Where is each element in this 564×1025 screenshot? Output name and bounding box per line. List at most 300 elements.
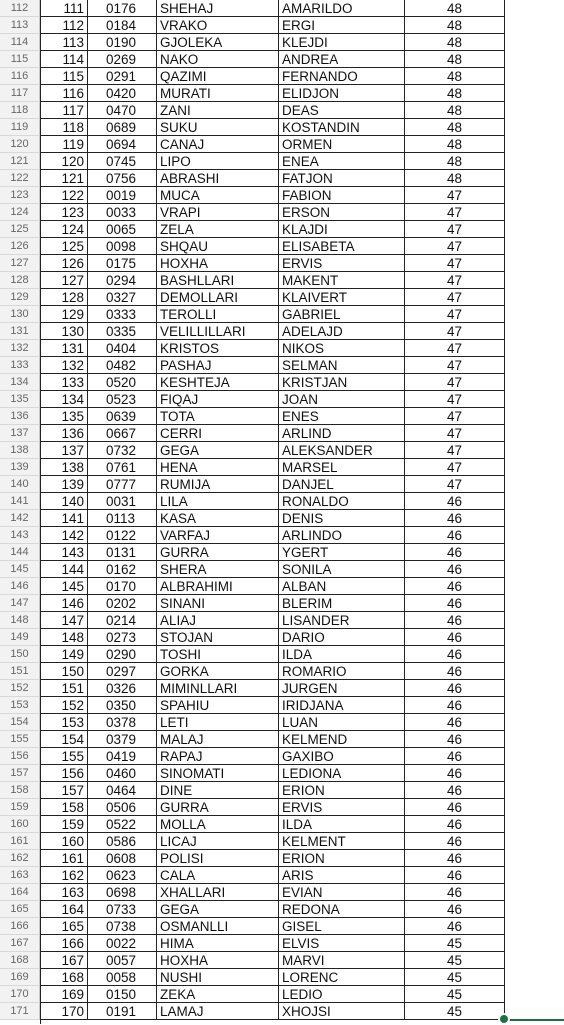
cell-surname[interactable]: SHEHAJ	[157, 0, 279, 17]
cell-surname[interactable]: LETI	[157, 714, 279, 731]
cell-firstname[interactable]: ORMEN	[279, 136, 405, 153]
cell-score[interactable]: 47	[405, 357, 505, 374]
row-header[interactable]: 133	[0, 357, 40, 374]
cell-id[interactable]: 0033	[88, 204, 157, 221]
cell-rank[interactable]: 152	[40, 697, 88, 714]
cell-rank[interactable]: 116	[40, 85, 88, 102]
cell-surname[interactable]: SUKU	[157, 119, 279, 136]
cell-rank[interactable]: 113	[40, 34, 88, 51]
cell-rank[interactable]: 156	[40, 765, 88, 782]
cell-firstname[interactable]: LEDIONA	[279, 765, 405, 782]
cell-rank[interactable]: 120	[40, 153, 88, 170]
cell-score[interactable]: 46	[405, 884, 505, 901]
cell-surname[interactable]: NUSHI	[157, 969, 279, 986]
cell-firstname[interactable]: ILDA	[279, 646, 405, 663]
row-header[interactable]: 156	[0, 748, 40, 765]
cell-score[interactable]: 45	[405, 952, 505, 969]
cell-id[interactable]: 0756	[88, 170, 157, 187]
cell-rank[interactable]: 135	[40, 408, 88, 425]
cell-firstname[interactable]: MARSEL	[279, 459, 405, 476]
row-header[interactable]: 113	[0, 17, 40, 34]
cell-surname[interactable]: ALBRAHIMI	[157, 578, 279, 595]
row-header[interactable]: 115	[0, 51, 40, 68]
cell-firstname[interactable]: ERGI	[279, 17, 405, 34]
cell-surname[interactable]: BASHLLARI	[157, 272, 279, 289]
cell-score[interactable]: 46	[405, 731, 505, 748]
cell-score[interactable]: 47	[405, 221, 505, 238]
cell-firstname[interactable]: LISANDER	[279, 612, 405, 629]
cell-surname[interactable]: GJOLEKA	[157, 34, 279, 51]
cell-surname[interactable]: KESHTEJA	[157, 374, 279, 391]
cell-rank[interactable]: 150	[40, 663, 88, 680]
cell-score[interactable]: 46	[405, 850, 505, 867]
row-header[interactable]: 167	[0, 935, 40, 952]
cell-firstname[interactable]: KELMEND	[279, 731, 405, 748]
cell-score[interactable]: 46	[405, 561, 505, 578]
cell-rank[interactable]: 118	[40, 119, 88, 136]
cell-id[interactable]: 0733	[88, 901, 157, 918]
cell-score[interactable]: 47	[405, 238, 505, 255]
cell-firstname[interactable]: ERVIS	[279, 799, 405, 816]
cell-rank[interactable]: 143	[40, 544, 88, 561]
cell-firstname[interactable]: LUAN	[279, 714, 405, 731]
cell-id[interactable]: 0350	[88, 697, 157, 714]
cell-surname[interactable]: FIQAJ	[157, 391, 279, 408]
cell-surname[interactable]: MURATI	[157, 85, 279, 102]
cell-surname[interactable]: TEROLLI	[157, 306, 279, 323]
cell-id[interactable]: 0057	[88, 952, 157, 969]
row-header[interactable]: 170	[0, 986, 40, 1003]
cell-id[interactable]: 0379	[88, 731, 157, 748]
cell-firstname[interactable]: KOSTANDIN	[279, 119, 405, 136]
cell-surname[interactable]: SINANI	[157, 595, 279, 612]
cell-id[interactable]: 0098	[88, 238, 157, 255]
cell-rank[interactable]: 130	[40, 323, 88, 340]
cell-surname[interactable]: HENA	[157, 459, 279, 476]
cell-id[interactable]: 0608	[88, 850, 157, 867]
cell-id[interactable]: 0523	[88, 391, 157, 408]
cell-score[interactable]: 46	[405, 527, 505, 544]
cell-surname[interactable]: ALIAJ	[157, 612, 279, 629]
cell-id[interactable]: 0639	[88, 408, 157, 425]
cell-rank[interactable]: 121	[40, 170, 88, 187]
row-header[interactable]: 128	[0, 272, 40, 289]
cell-score[interactable]: 46	[405, 816, 505, 833]
cell-rank[interactable]: 124	[40, 221, 88, 238]
cell-score[interactable]: 48	[405, 136, 505, 153]
cell-firstname[interactable]: SONILA	[279, 561, 405, 578]
cell-id[interactable]: 0698	[88, 884, 157, 901]
cell-score[interactable]: 47	[405, 425, 505, 442]
cell-id[interactable]: 0464	[88, 782, 157, 799]
cell-firstname[interactable]: EVIAN	[279, 884, 405, 901]
row-header[interactable]: 162	[0, 850, 40, 867]
cell-rank[interactable]: 144	[40, 561, 88, 578]
row-header[interactable]: 112	[0, 0, 40, 17]
row-header[interactable]: 123	[0, 187, 40, 204]
cell-id[interactable]: 0506	[88, 799, 157, 816]
cell-id[interactable]: 0623	[88, 867, 157, 884]
cell-score[interactable]: 48	[405, 34, 505, 51]
cell-surname[interactable]: ZELA	[157, 221, 279, 238]
row-header[interactable]: 165	[0, 901, 40, 918]
cell-surname[interactable]: LILA	[157, 493, 279, 510]
cell-rank[interactable]: 155	[40, 748, 88, 765]
cell-firstname[interactable]: DANJEL	[279, 476, 405, 493]
cell-score[interactable]: 46	[405, 765, 505, 782]
cell-score[interactable]: 48	[405, 153, 505, 170]
cell-surname[interactable]: CANAJ	[157, 136, 279, 153]
cell-surname[interactable]: ZEKA	[157, 986, 279, 1003]
cell-surname[interactable]: TOTA	[157, 408, 279, 425]
cell-rank[interactable]: 137	[40, 442, 88, 459]
cell-firstname[interactable]: ARLIND	[279, 425, 405, 442]
cell-id[interactable]: 0184	[88, 17, 157, 34]
row-header[interactable]: 144	[0, 544, 40, 561]
cell-firstname[interactable]: KLAJDI	[279, 221, 405, 238]
row-header[interactable]: 150	[0, 646, 40, 663]
cell-surname[interactable]: LAMAJ	[157, 1003, 279, 1020]
row-header[interactable]: 122	[0, 170, 40, 187]
cell-firstname[interactable]: SELMAN	[279, 357, 405, 374]
cell-score[interactable]: 48	[405, 170, 505, 187]
row-header[interactable]: 153	[0, 697, 40, 714]
cell-firstname[interactable]: FATJON	[279, 170, 405, 187]
cell-firstname[interactable]: AMARILDO	[279, 0, 405, 17]
cell-id[interactable]: 0522	[88, 816, 157, 833]
cell-id[interactable]: 0175	[88, 255, 157, 272]
row-header[interactable]: 158	[0, 782, 40, 799]
row-header[interactable]: 146	[0, 578, 40, 595]
cell-rank[interactable]: 131	[40, 340, 88, 357]
cell-id[interactable]: 0378	[88, 714, 157, 731]
cell-score[interactable]: 47	[405, 272, 505, 289]
cell-rank[interactable]: 136	[40, 425, 88, 442]
row-header[interactable]: 157	[0, 765, 40, 782]
row-header[interactable]: 145	[0, 561, 40, 578]
cell-surname[interactable]: RAPAJ	[157, 748, 279, 765]
cell-surname[interactable]: LICAJ	[157, 833, 279, 850]
row-header[interactable]: 148	[0, 612, 40, 629]
cell-id[interactable]: 0689	[88, 119, 157, 136]
cell-surname[interactable]: OSMANLLI	[157, 918, 279, 935]
cell-id[interactable]: 0326	[88, 680, 157, 697]
cell-firstname[interactable]: FERNANDO	[279, 68, 405, 85]
cell-id[interactable]: 0777	[88, 476, 157, 493]
cell-rank[interactable]: 153	[40, 714, 88, 731]
cell-id[interactable]: 0420	[88, 85, 157, 102]
cell-surname[interactable]: MALAJ	[157, 731, 279, 748]
cell-firstname[interactable]: YGERT	[279, 544, 405, 561]
cell-id[interactable]: 0122	[88, 527, 157, 544]
cell-id[interactable]: 0214	[88, 612, 157, 629]
cell-surname[interactable]: MOLLA	[157, 816, 279, 833]
row-header[interactable]: 134	[0, 374, 40, 391]
cell-id[interactable]: 0191	[88, 1003, 157, 1020]
cell-rank[interactable]: 132	[40, 357, 88, 374]
cell-rank[interactable]: 165	[40, 918, 88, 935]
cell-id[interactable]: 0269	[88, 51, 157, 68]
cell-surname[interactable]: GORKA	[157, 663, 279, 680]
cell-score[interactable]: 46	[405, 901, 505, 918]
cell-firstname[interactable]: ADELAJD	[279, 323, 405, 340]
cell-score[interactable]: 46	[405, 782, 505, 799]
cell-surname[interactable]: STOJAN	[157, 629, 279, 646]
cell-score[interactable]: 46	[405, 595, 505, 612]
cell-id[interactable]: 0404	[88, 340, 157, 357]
cell-surname[interactable]: VARFAJ	[157, 527, 279, 544]
cell-score[interactable]: 47	[405, 476, 505, 493]
cell-rank[interactable]: 159	[40, 816, 88, 833]
cell-surname[interactable]: KASA	[157, 510, 279, 527]
cell-firstname[interactable]: GABRIEL	[279, 306, 405, 323]
row-header[interactable]: 130	[0, 306, 40, 323]
row-header[interactable]: 159	[0, 799, 40, 816]
cell-id[interactable]: 0761	[88, 459, 157, 476]
cell-firstname[interactable]: ALBAN	[279, 578, 405, 595]
row-header[interactable]: 168	[0, 952, 40, 969]
cell-firstname[interactable]: ROMARIO	[279, 663, 405, 680]
cell-surname[interactable]: MUCA	[157, 187, 279, 204]
cell-firstname[interactable]: GAXIBO	[279, 748, 405, 765]
cell-surname[interactable]: SPAHIU	[157, 697, 279, 714]
row-header[interactable]: 125	[0, 221, 40, 238]
cell-rank[interactable]: 129	[40, 306, 88, 323]
cell-surname[interactable]: KRISTOS	[157, 340, 279, 357]
cell-score[interactable]: 46	[405, 680, 505, 697]
row-header[interactable]: 166	[0, 918, 40, 935]
row-header[interactable]: 154	[0, 714, 40, 731]
row-header[interactable]: 120	[0, 136, 40, 153]
cell-id[interactable]: 0202	[88, 595, 157, 612]
cell-score[interactable]: 47	[405, 187, 505, 204]
row-header[interactable]: 152	[0, 680, 40, 697]
cell-surname[interactable]: GEGA	[157, 442, 279, 459]
cell-rank[interactable]: 160	[40, 833, 88, 850]
cell-rank[interactable]: 161	[40, 850, 88, 867]
cell-id[interactable]: 0297	[88, 663, 157, 680]
cell-rank[interactable]: 167	[40, 952, 88, 969]
row-header[interactable]: 139	[0, 459, 40, 476]
cell-rank[interactable]: 111	[40, 0, 88, 17]
cell-score[interactable]: 48	[405, 68, 505, 85]
cell-id[interactable]: 0162	[88, 561, 157, 578]
cell-firstname[interactable]: REDONA	[279, 901, 405, 918]
row-header[interactable]: 140	[0, 476, 40, 493]
cell-firstname[interactable]: LORENC	[279, 969, 405, 986]
cell-score[interactable]: 47	[405, 459, 505, 476]
cell-firstname[interactable]: KLAIVERT	[279, 289, 405, 306]
cell-rank[interactable]: 162	[40, 867, 88, 884]
cell-score[interactable]: 47	[405, 391, 505, 408]
cell-score[interactable]: 48	[405, 0, 505, 17]
cell-rank[interactable]: 127	[40, 272, 88, 289]
cell-rank[interactable]: 123	[40, 204, 88, 221]
cell-firstname[interactable]: IRIDJANA	[279, 697, 405, 714]
cell-score[interactable]: 46	[405, 867, 505, 884]
cell-firstname[interactable]: NIKOS	[279, 340, 405, 357]
cell-score[interactable]: 47	[405, 323, 505, 340]
fill-handle[interactable]	[498, 1013, 510, 1025]
cell-firstname[interactable]: ELVIS	[279, 935, 405, 952]
cell-firstname[interactable]: ERION	[279, 782, 405, 799]
cell-rank[interactable]: 154	[40, 731, 88, 748]
cell-rank[interactable]: 112	[40, 17, 88, 34]
cell-score[interactable]: 45	[405, 1003, 505, 1020]
cell-firstname[interactable]: ILDA	[279, 816, 405, 833]
row-header[interactable]: 131	[0, 323, 40, 340]
row-header[interactable]: 121	[0, 153, 40, 170]
cell-rank[interactable]: 166	[40, 935, 88, 952]
cell-score[interactable]: 46	[405, 493, 505, 510]
cell-surname[interactable]: LIPO	[157, 153, 279, 170]
cell-firstname[interactable]: FABION	[279, 187, 405, 204]
cell-id[interactable]: 0327	[88, 289, 157, 306]
cell-rank[interactable]: 148	[40, 629, 88, 646]
cell-id[interactable]: 0667	[88, 425, 157, 442]
cell-id[interactable]: 0131	[88, 544, 157, 561]
cell-rank[interactable]: 139	[40, 476, 88, 493]
cell-score[interactable]: 46	[405, 697, 505, 714]
cell-rank[interactable]: 145	[40, 578, 88, 595]
cell-rank[interactable]: 125	[40, 238, 88, 255]
cell-score[interactable]: 46	[405, 714, 505, 731]
cell-rank[interactable]: 128	[40, 289, 88, 306]
cell-firstname[interactable]: MAKENT	[279, 272, 405, 289]
row-header[interactable]: 118	[0, 102, 40, 119]
cell-score[interactable]: 45	[405, 986, 505, 1003]
cell-rank[interactable]: 164	[40, 901, 88, 918]
row-header[interactable]: 141	[0, 493, 40, 510]
cell-surname[interactable]: HOXHA	[157, 255, 279, 272]
cell-score[interactable]: 47	[405, 289, 505, 306]
cell-id[interactable]: 0065	[88, 221, 157, 238]
cell-score[interactable]: 47	[405, 306, 505, 323]
cell-score[interactable]: 46	[405, 833, 505, 850]
cell-id[interactable]: 0031	[88, 493, 157, 510]
cell-surname[interactable]: PASHAJ	[157, 357, 279, 374]
cell-score[interactable]: 46	[405, 748, 505, 765]
cell-surname[interactable]: ZANI	[157, 102, 279, 119]
cell-id[interactable]: 0291	[88, 68, 157, 85]
row-header[interactable]: 147	[0, 595, 40, 612]
cell-score[interactable]: 48	[405, 119, 505, 136]
cell-surname[interactable]: TOSHI	[157, 646, 279, 663]
row-header[interactable]: 143	[0, 527, 40, 544]
row-header[interactable]: 135	[0, 391, 40, 408]
cell-firstname[interactable]: DEAS	[279, 102, 405, 119]
row-header[interactable]: 124	[0, 204, 40, 221]
row-header[interactable]: 129	[0, 289, 40, 306]
cell-score[interactable]: 47	[405, 442, 505, 459]
row-header[interactable]: 155	[0, 731, 40, 748]
cell-surname[interactable]: DEMOLLARI	[157, 289, 279, 306]
cell-rank[interactable]: 117	[40, 102, 88, 119]
cell-id[interactable]: 0732	[88, 442, 157, 459]
cell-rank[interactable]: 151	[40, 680, 88, 697]
cell-firstname[interactable]: MARVI	[279, 952, 405, 969]
cell-rank[interactable]: 157	[40, 782, 88, 799]
cell-firstname[interactable]: ANDREA	[279, 51, 405, 68]
row-header[interactable]: 142	[0, 510, 40, 527]
cell-id[interactable]: 0333	[88, 306, 157, 323]
cell-surname[interactable]: NAKO	[157, 51, 279, 68]
row-header[interactable]: 119	[0, 119, 40, 136]
cell-rank[interactable]: 133	[40, 374, 88, 391]
cell-rank[interactable]: 158	[40, 799, 88, 816]
cell-surname[interactable]: MIMINLLARI	[157, 680, 279, 697]
row-header[interactable]: 169	[0, 969, 40, 986]
cell-rank[interactable]: 122	[40, 187, 88, 204]
cell-rank[interactable]: 140	[40, 493, 88, 510]
cell-id[interactable]: 0586	[88, 833, 157, 850]
cell-score[interactable]: 47	[405, 408, 505, 425]
row-header[interactable]: 116	[0, 68, 40, 85]
cell-score[interactable]: 48	[405, 102, 505, 119]
cell-id[interactable]: 0150	[88, 986, 157, 1003]
cell-score[interactable]: 46	[405, 918, 505, 935]
cell-firstname[interactable]: JOAN	[279, 391, 405, 408]
row-header[interactable]: 132	[0, 340, 40, 357]
cell-surname[interactable]: VELILLILLARI	[157, 323, 279, 340]
cell-rank[interactable]: 114	[40, 51, 88, 68]
row-header[interactable]: 127	[0, 255, 40, 272]
cell-score[interactable]: 48	[405, 51, 505, 68]
cell-surname[interactable]: CERRI	[157, 425, 279, 442]
cell-rank[interactable]: 119	[40, 136, 88, 153]
cell-score[interactable]: 47	[405, 374, 505, 391]
cell-firstname[interactable]: DARIO	[279, 629, 405, 646]
cell-rank[interactable]: 169	[40, 986, 88, 1003]
cell-score[interactable]: 45	[405, 935, 505, 952]
cell-id[interactable]: 0419	[88, 748, 157, 765]
cell-firstname[interactable]: JURGEN	[279, 680, 405, 697]
cell-surname[interactable]: QAZIMI	[157, 68, 279, 85]
cell-rank[interactable]: 126	[40, 255, 88, 272]
cell-id[interactable]: 0738	[88, 918, 157, 935]
row-header[interactable]: 160	[0, 816, 40, 833]
row-header[interactable]: 164	[0, 884, 40, 901]
row-header[interactable]: 126	[0, 238, 40, 255]
cell-rank[interactable]: 138	[40, 459, 88, 476]
cell-rank[interactable]: 163	[40, 884, 88, 901]
cell-score[interactable]: 46	[405, 646, 505, 663]
cell-firstname[interactable]: ERION	[279, 850, 405, 867]
cell-surname[interactable]: GURRA	[157, 544, 279, 561]
cell-id[interactable]: 0170	[88, 578, 157, 595]
cell-rank[interactable]: 142	[40, 527, 88, 544]
cell-score[interactable]: 46	[405, 510, 505, 527]
cell-surname[interactable]: POLISI	[157, 850, 279, 867]
cell-firstname[interactable]: ARIS	[279, 867, 405, 884]
cell-score[interactable]: 46	[405, 612, 505, 629]
cell-id[interactable]: 0290	[88, 646, 157, 663]
cell-id[interactable]: 0694	[88, 136, 157, 153]
cell-score[interactable]: 48	[405, 85, 505, 102]
cell-rank[interactable]: 168	[40, 969, 88, 986]
cell-score[interactable]: 46	[405, 629, 505, 646]
cell-rank[interactable]: 170	[40, 1003, 88, 1020]
cell-surname[interactable]: CALA	[157, 867, 279, 884]
cell-id[interactable]: 0520	[88, 374, 157, 391]
cell-firstname[interactable]: KRISTJAN	[279, 374, 405, 391]
cell-surname[interactable]: ABRASHI	[157, 170, 279, 187]
cell-firstname[interactable]: ERSON	[279, 204, 405, 221]
cell-id[interactable]: 0273	[88, 629, 157, 646]
cell-id[interactable]: 0190	[88, 34, 157, 51]
cell-surname[interactable]: GURRA	[157, 799, 279, 816]
cell-firstname[interactable]: ERVIS	[279, 255, 405, 272]
